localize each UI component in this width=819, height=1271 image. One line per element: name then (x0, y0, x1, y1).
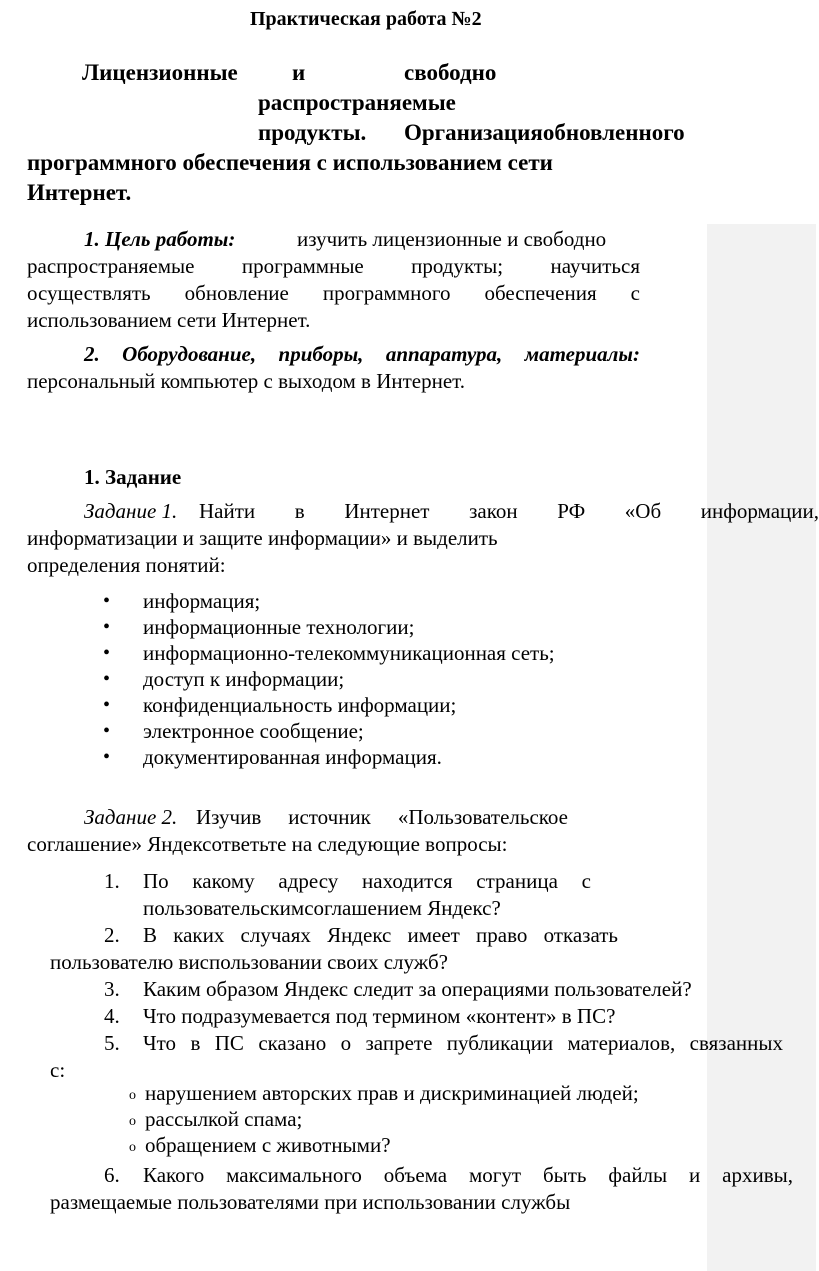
question-5-sub-item: обращением с животными? (145, 1133, 391, 1157)
term-item: конфиденциальность информации; (143, 693, 457, 717)
task1-line-2: информатизации и защите информации» и выделить (27, 526, 498, 550)
heading-line-4: программного обеспечения с использованием сети (27, 150, 553, 175)
question-number: 1. (104, 869, 120, 893)
heading-line-3b: Организацияобновленного (404, 120, 685, 145)
term-item: информационные технологии; (143, 615, 415, 639)
question-4-line-1: Что подразумевается под термином «контент» в ПС? (143, 1004, 616, 1028)
term-item: документированная информация. (143, 745, 442, 769)
equipment-label: 2. Оборудование, приборы, аппаратура, материалы: (84, 342, 640, 366)
heading-word-3: свободно (404, 60, 497, 85)
heading-line-5: Интернет. (27, 180, 132, 205)
bullet-icon: • (103, 668, 111, 690)
question-5-sub-item: рассылкой спама; (145, 1107, 303, 1131)
question-number: 4. (104, 1004, 120, 1028)
question-2-line-2: пользователю виспользовании своих служб? (50, 950, 448, 974)
term-item: информация; (143, 589, 261, 613)
question-number: 3. (104, 977, 120, 1001)
term-item: доступ к информации; (143, 667, 345, 691)
bullet-icon: • (103, 590, 111, 612)
question-6-line-2: размещаемые пользователями при использовании службы (50, 1190, 571, 1214)
goal-line-1: изучить лицензионные и свободно (297, 227, 607, 251)
term-item: электронное сообщение; (143, 719, 364, 743)
question-6-line-1: Какого максимального объема могут быть файлы и архивы, (143, 1163, 793, 1187)
question-number: 2. (104, 923, 120, 947)
bullet-icon: • (103, 720, 111, 742)
bullet-icon: • (103, 694, 111, 716)
section-heading: 1. Задание (84, 465, 182, 489)
question-3-line-1: Каким образом Яндекс следит за операциями пользователей? (143, 977, 692, 1001)
question-5-sub-item: нарушением авторских прав и дискриминацией людей; (145, 1081, 639, 1105)
heading-word-2: и (292, 60, 306, 85)
question-number: 6. (104, 1163, 120, 1187)
task2-label: Задание 2. (84, 805, 178, 829)
bullet-icon: • (103, 616, 111, 638)
heading-line-3a: продукты. (258, 120, 367, 145)
goal-line-4: использованием сети Интернет. (27, 308, 311, 332)
bullet-icon: • (103, 642, 111, 664)
question-number: 5. (104, 1031, 120, 1055)
heading-word-1: Лицензионные (82, 60, 238, 85)
goal-label: 1. Цель работы: (84, 227, 236, 251)
equipment-line-2: персональный компьютер с выходом в Интернет. (27, 369, 466, 393)
task1-line-3: определения понятий: (27, 553, 226, 577)
goal-line-2: распространяемые программные продукты; научиться (27, 254, 640, 278)
task2-line-2: соглашение» Яндексответьте на следующие вопросы: (27, 832, 508, 856)
doc-title: Практическая работа №2 (250, 8, 482, 30)
circle-bullet-icon: o (129, 1140, 136, 1155)
question-2-line-1: В каких случаях Яндекс имеет право отказать (143, 923, 618, 947)
page-margin-shade (707, 224, 816, 1271)
circle-bullet-icon: o (129, 1088, 136, 1103)
goal-line-3: осуществлять обновление программного обеспечения с (27, 281, 640, 305)
task1-line-1: Найти в Интернет закон РФ «Об информации, (199, 499, 819, 523)
question-1-line-1: По какому адресу находится страница с (143, 869, 591, 893)
circle-bullet-icon: o (129, 1114, 136, 1129)
question-5-line-2: с: (50, 1058, 66, 1082)
heading-line-2: распространяемые (258, 90, 456, 115)
term-item: информационно-телекоммуникационная сеть; (143, 641, 555, 665)
task1-label: Задание 1. (84, 499, 178, 523)
bullet-icon: • (103, 746, 111, 768)
task2-line-1: Изучив источник «Пользовательское (196, 805, 568, 829)
question-5-line-1: Что в ПС сказано о запрете публикации материалов, связанных (143, 1031, 783, 1055)
question-1-line-2: пользовательскимсоглашением Яндекс? (143, 896, 501, 920)
